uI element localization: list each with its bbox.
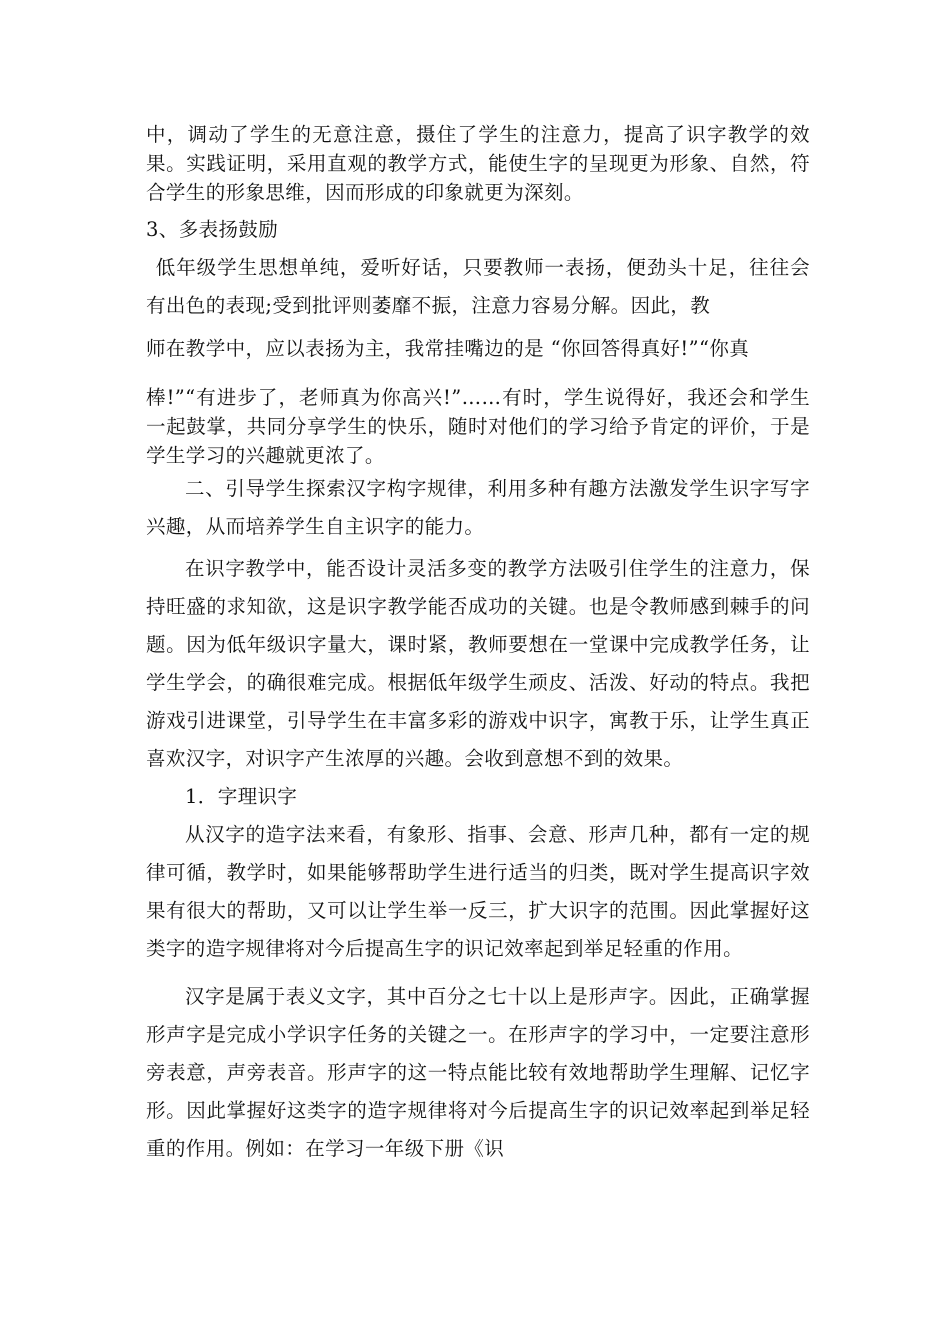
document-body — [146, 120, 810, 1168]
paragraph-games: 在识字教学中，能否设计灵活多变的教学方法吸引住学生的注意力，保持旺盛的求知欲，这是识字教学能否成功的关键。也是令教师感到棘手的问题。因为低年级识字量大，课时紧，教师要想在一堂课中完成教学任务，让学生学会，的确很难完成。根据低年级学生顽皮、活泼、好动的特点。我把游戏引进课堂，引导学生在丰富多彩的游戏中识字，寓教于乐，让学生真正喜欢汉字，对识字产生浓厚的兴趣。会收到意想不到的效果。 — [146, 557, 810, 770]
section-heading-structure: 二、引导学生探索汉字构字规律，利用多种有趣方法激发学生识字写字兴趣，从而培养学生自主识字的能力。 — [146, 477, 810, 538]
paragraph-praise-part1: 低年级学生思想单纯，爱听好话，只要教师一表扬，便劲头十足，往往会有出色的表现;受到批评则萎靡不振，注意力容易分解。因此，教 — [146, 256, 810, 317]
subheading-character-logic: 1．字理识字 — [185, 785, 298, 808]
paragraph-continuation: 中，调动了学生的无意注意，摄住了学生的注意力，提高了识字教学的效果。实践证明，采用直观的教学方式，能使生字的呈现更为形象、自然，符合学生的形象思维，因而形成的印象就更为深刻。 — [146, 123, 810, 204]
section-heading-praise: 3、多表扬鼓励 — [146, 218, 279, 241]
paragraph-praise-part3: 棒!”“有进步了，老师真为你高兴!”……有时，学生说得好，我还会和学生一起鼓掌，共同分享学生的快乐，随时对他们的学习给予肯定的评价，于是学生学习的兴趣就更浓了。 — [146, 386, 810, 467]
paragraph-word-formation: 从汉字的造字法来看，有象形、指事、会意、形声几种，都有一定的规律可循，教学时，如果能够帮助学生进行适当的归类，既对学生提高识字效果有很大的帮助，又可以让学生举一反三，扩大识字的范围。因此掌握好这类字的造字规律将对今后提高生字的识记效率起到举足轻重的作用。 — [146, 823, 810, 960]
paragraph-praise-part2: 师在教学中，应以表扬为主，我常挂嘴边的是 “你回答得真好!”“你真 — [146, 337, 750, 360]
paragraph-phono-semantic: 汉字是属于表义文字，其中百分之七十以上是形声字。因此，正确掌握形声字是完成小学识字任务的关键之一。在形声字的学习中，一定要注意形旁表意，声旁表音。形声字的这一特点能比较有效地帮助学生理解、记忆字形。因此掌握好这类字的造字规律将对今后提高生字的识记效率起到举足轻重的作用。例如：在学习一年级下册《识 — [146, 985, 810, 1160]
